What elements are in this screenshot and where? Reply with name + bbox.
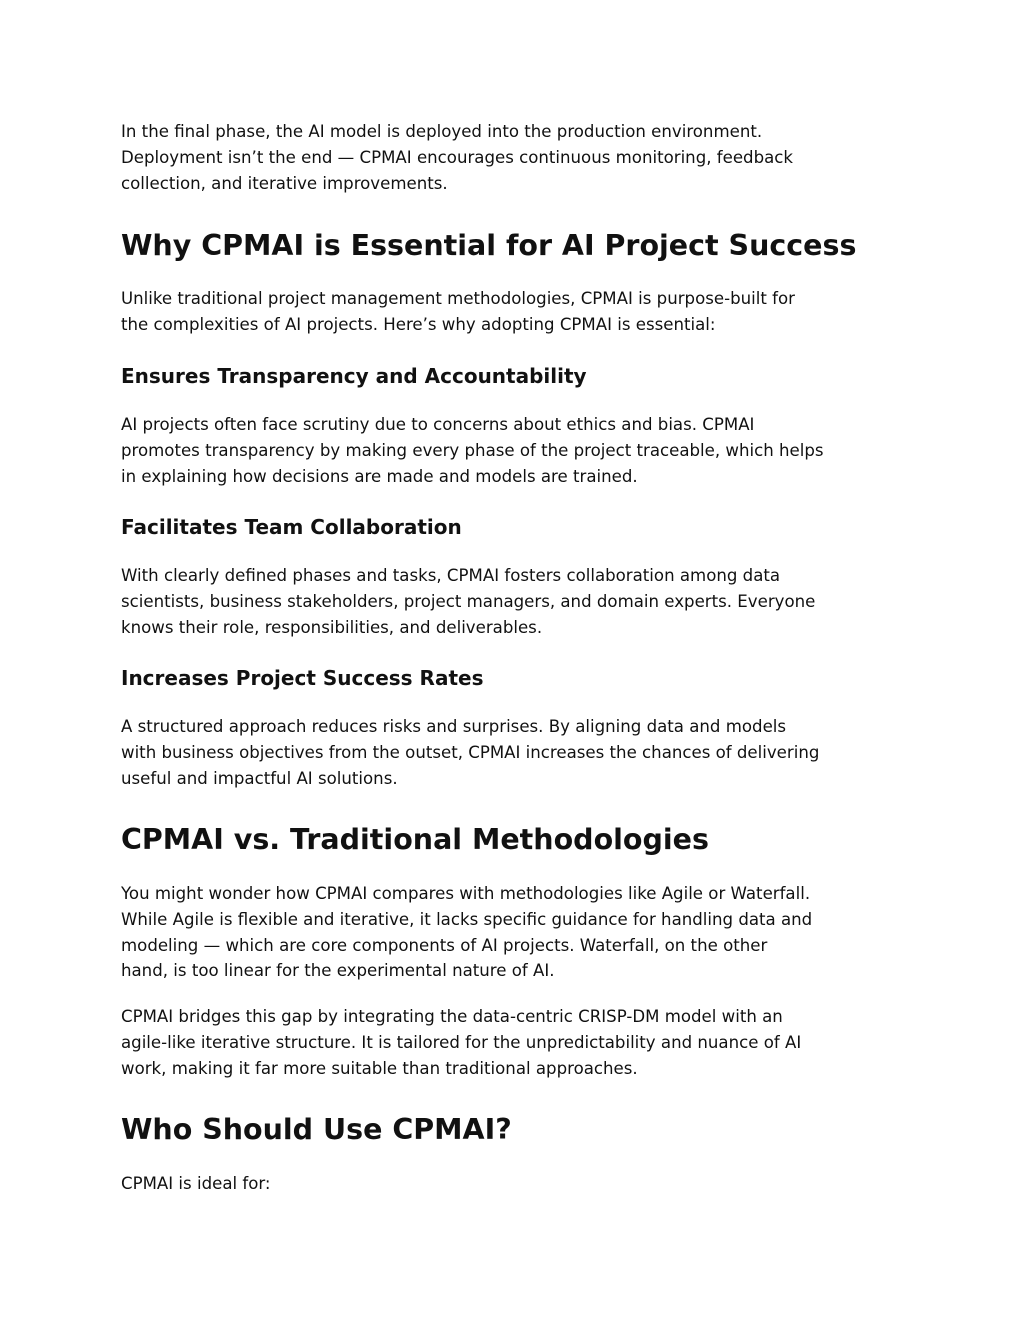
collaboration-heading: Facilitates Team Collaboration [121,515,462,539]
success-rates-heading: Increases Project Success Rates [121,666,484,690]
who-should-use-heading: Who Should Use CPMAI? [121,1113,512,1146]
intro-line: In the final phase, the AI model is deployed into the production environment. [121,122,763,141]
success-rates-line: useful and impactful AI solutions. [121,768,398,788]
cpmai-vs-traditional-heading: CPMAI vs. Traditional Methodologies [121,823,709,856]
vs-paragraph-1 [121,881,911,984]
intro-paragraph [121,119,911,196]
vs-paragraph-2 [121,1004,911,1081]
success-rates-line: A structured approach reduces risks and surprises. By aligning data and models [121,717,787,736]
collaboration-paragraph [121,563,911,640]
vs-paragraph-line: While Agile is flexible and iterative, it lacks specific guidance for handling data and [121,909,813,929]
why-intro-line: the complexities of AI projects. Here’s why adopting CPMAI is essential: [121,314,716,334]
intro-line: collection, and iterative improvements. [121,173,448,193]
transparency-line: promotes transparency by making every phase of the project traceable, which helps [121,440,824,460]
success-rates-line: with business objectives from the outset, CPMAI increases the chances of delivering [121,742,820,762]
why-intro-line: Unlike traditional project management methodologies, CPMAI is purpose-built for [121,289,795,308]
vs-paragraph-line: modeling — which are core components of AI projects. Waterfall, on the other [121,935,768,955]
collaboration-line: knows their role, responsibilities, and deliverables. [121,617,543,637]
vs-paragraph-line: CPMAI bridges this gap by integrating the data-centric CRISP-DM model with an [121,1007,783,1026]
vs-paragraph-line: You might wonder how CPMAI compares with methodologies like Agile or Waterfall. [121,884,811,903]
collaboration-line: scientists, business stakeholders, project managers, and domain experts. Everyone [121,591,816,611]
intro-line: Deployment isn’t the end — CPMAI encourages continuous monitoring, feedback [121,147,794,167]
who-intro-paragraph: CPMAI is ideal for: [121,1174,271,1193]
collaboration-line: With clearly defined phases and tasks, CPMAI fosters collaboration among data [121,566,781,585]
vs-paragraph-line: hand, is too linear for the experimental nature of AI. [121,961,555,981]
transparency-paragraph [121,412,911,489]
why-intro-paragraph [121,286,911,338]
transparency-line: in explaining how decisions are made and models are trained. [121,466,638,486]
transparency-heading: Ensures Transparency and Accountability [121,364,587,388]
vs-paragraph-line: work, making it far more suitable than traditional approaches. [121,1058,638,1078]
why-cpmai-heading: Why CPMAI is Essential for AI Project Success [121,229,857,262]
transparency-line: AI projects often face scrutiny due to concerns about ethics and bias. CPMAI [121,415,755,434]
vs-paragraph-line: agile-like iterative structure. It is tailored for the unpredictability and nuance of AI [121,1032,802,1052]
success-rates-paragraph [121,714,911,791]
